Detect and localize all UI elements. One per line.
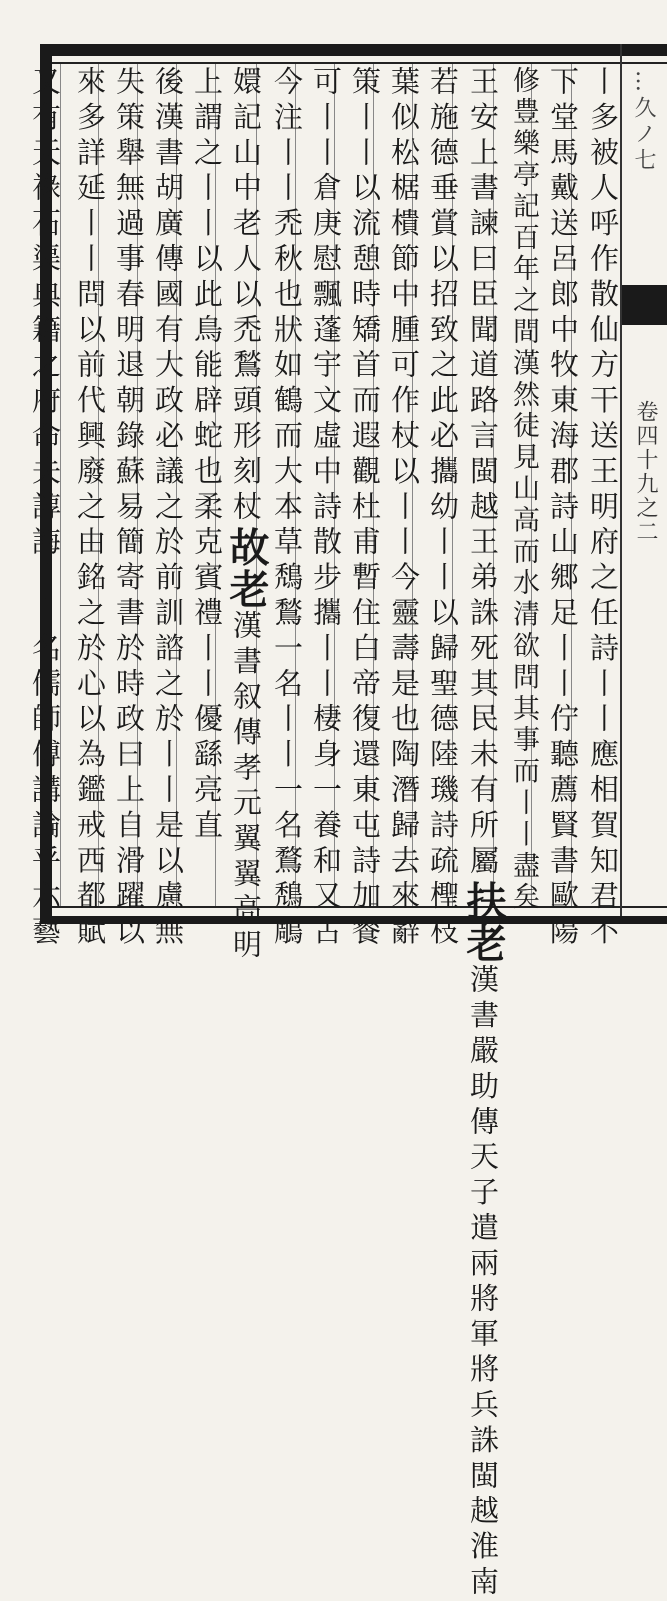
text-column-14: 來多詳延丨丨問以前代興廢之由銘之於心以為鑑戒西都賦 <box>73 66 107 951</box>
text-column-6: 葉似松椐樻節中腫可作杖以丨丨今靈壽是也陶潛歸去來辭 <box>387 66 421 951</box>
text-column-13: 失策舉無過事春明退朝錄蘇易簡寄書於時政曰上自滑躍以 <box>112 66 146 951</box>
text-column-7: 策丨丨以流憩時矯首而遐觀杜甫暫住白帝復還東屯詩加餐 <box>348 66 382 951</box>
text-column-12: 後漢書胡廣傳國有大政必議之於前訓諮之於丨丨是以慮無 <box>151 66 185 951</box>
column-10-text-b: 漢書叙傳孝元翼翼高明 <box>229 610 263 965</box>
column-4-text-b: 漢書嚴助傳天子遣兩將軍將兵誅閩越淮南 <box>466 964 500 1601</box>
inner-rule-top <box>52 62 667 64</box>
margin-text-upper: …久ノ七 <box>631 70 656 174</box>
text-column-8: 可丨丨倉庚慰飄蓬宇文虛中詩散步攜丨丨棲身一養和又古 <box>309 66 343 951</box>
headword-fu-lao: 扶老 <box>460 880 507 965</box>
text-column-5: 若施德垂賞以招致之此必攜幼丨丨以歸聖德陸璣詩疏檉枝 <box>426 66 460 951</box>
text-column-9: 今注丨丨禿秋也狀如鶴而大本草鵚鶖一名丨丨一名鶩鵚鵰 <box>270 66 304 951</box>
text-column-15: 又有天祿石渠典籍之府命夫諄誨丨丨名儒師傅講論乎六藝 <box>28 66 62 951</box>
frame-border-top <box>40 44 667 56</box>
column-10-text-a: 嬛記山中老人以禿鶖頭形刻杖 <box>229 66 263 527</box>
text-column-1: 丨多被人呼作散仙方干送王明府之任詩丨丨應相賀知君不 <box>586 66 620 951</box>
fish-tail-mark <box>622 285 667 325</box>
margin-text-lower: 卷四十九之二 <box>633 400 658 544</box>
text-column-11: 上謂之丨丨以此鳥能辟蛇也柔克賓禮丨丨優繇亮直 <box>190 66 224 845</box>
text-column-2: 下堂馬戴送呂郎中牧東海郡詩山郷足丨丨佇聽薦賢書歐陽 <box>546 66 580 951</box>
text-column-3: 修豊樂亭記百年之間漢然徒見山高而水清欲問其事而丨丨盡矣 <box>508 66 539 914</box>
text-column-4 <box>460 66 506 1601</box>
headword-gu-lao: 故老 <box>223 526 270 611</box>
column-4-text-a: 王安上書諫曰臣聞道路言閩越王弟誅死其民未有所屬 <box>466 66 500 881</box>
